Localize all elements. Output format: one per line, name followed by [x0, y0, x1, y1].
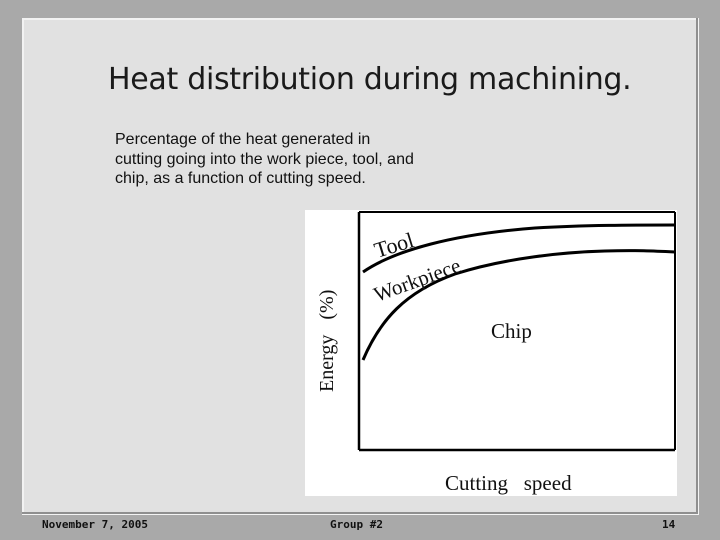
footer-date: November 7, 2005	[42, 518, 148, 531]
footer-page-number: 14	[662, 518, 676, 531]
footer-group: Group #2	[330, 518, 383, 531]
workpiece-boundary-curve	[363, 251, 675, 360]
y-axis-label: Energy (%)	[316, 289, 338, 392]
tool-region-label: Tool	[371, 227, 417, 263]
heat-distribution-figure	[305, 210, 677, 496]
workpiece-region-label: Workpiece	[370, 253, 464, 307]
heat-distribution-diagram	[305, 210, 677, 496]
slide-title: Heat distribution during machining.	[108, 62, 632, 97]
x-axis-label: Cutting speed	[445, 471, 572, 495]
chip-region-label: Chip	[491, 319, 532, 343]
slide-body-text: Percentage of the heat generated in cutting going into the work piece, tool, and chip, as a function of cutting speed.	[115, 131, 414, 187]
